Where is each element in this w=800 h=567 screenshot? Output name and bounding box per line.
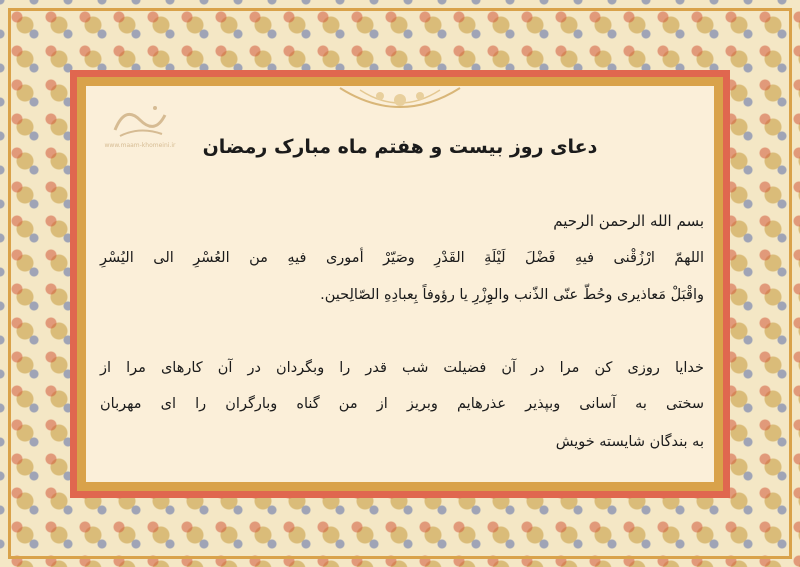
persian-translation-line-3: به بندگان شایسته خویش — [555, 434, 704, 450]
arabic-prayer-line-2: واقْبَلْ مَعاذیری وحُطّ عنّی الذّنب والوِزْرِ یا رؤوفاً بِعبادِهِ الصّالِحین. — [320, 287, 704, 303]
floral-ornament-icon — [330, 86, 470, 126]
arabic-prayer-line-1: اللهمّ ارْزُقْنی فیهِ فَضْلَ لَیْلَةِ القَدْرِ وصَیّرْ أموری فیهِ من العُسْرِ الی الیُسْرِ — [100, 250, 704, 266]
page-title: دعای روز بیست و هفتم ماه مبارک رمضان — [202, 136, 598, 158]
logo-caption: www.maam-khomeini.ir — [104, 142, 176, 149]
persian-translation-line-2: سختی به آسانی وبپذیر عذرهایم وبریز از من گناه وبارگران را ای مهربان — [100, 396, 704, 412]
bismillah-line: بسم الله الرحمن الرحیم — [553, 212, 704, 230]
persian-translation-line-1: خدایا روزی کن مرا در آن فضیلت شب قدر را وبگردان در آن کارهای مرا از — [100, 360, 704, 376]
